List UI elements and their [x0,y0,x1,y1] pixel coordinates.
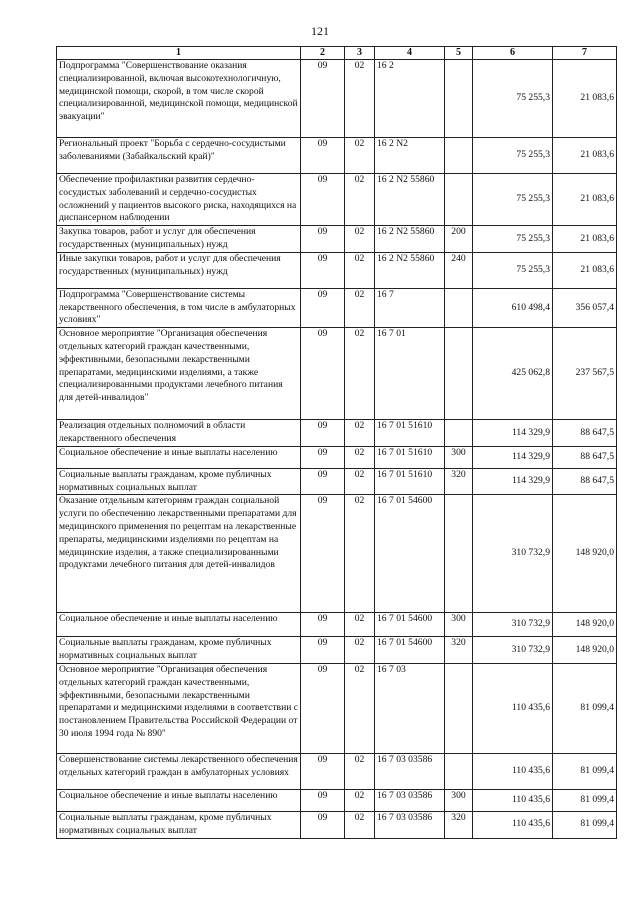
cell-amount-2: 148 920,0 [553,613,617,637]
table-row [57,288,617,327]
table-row [57,446,617,468]
cell-section: 09 [301,174,345,226]
cell-name: Обеспечение профилактики развития сердечно-сосудистых заболеваний и сердечно-сосудистых осложнений у пациентов высокого риска, находящихся на диспансерном наблюдении [57,174,301,226]
cell-subsection: 02 [345,613,375,637]
table-row [57,468,617,495]
cell-section: 09 [301,288,345,327]
cell-amount-2: 21 083,6 [553,60,617,138]
cell-name: Социальное обеспечение и иные выплаты населению [57,613,301,637]
header-cell-7: 7 [553,47,617,60]
table-row [57,226,617,253]
cell-section: 09 [301,420,345,447]
table-row [57,174,617,226]
cell-amount-2: 81 099,4 [553,663,617,753]
cell-amount-2: 356 057,4 [553,288,617,327]
cell-name: Основное мероприятие "Организация обеспечения отдельных категорий граждан качественными, эффективными, безопасными лекарственными препаратами и медицинскими изделиями в соответствии с постановлением Правительства Российской Федерации от 30 июля 1994 года № 890" [57,663,301,753]
cell-amount-1: 110 435,6 [473,811,553,838]
cell-expense-type [445,328,473,420]
cell-subsection: 02 [345,446,375,468]
table-row [57,60,617,138]
cell-amount-1: 75 255,3 [473,226,553,253]
header-cell-1: 1 [57,47,301,60]
cell-subsection: 02 [345,288,375,327]
cell-amount-1: 110 435,6 [473,663,553,753]
cell-expense-type [445,60,473,138]
cell-expense-type: 320 [445,811,473,838]
cell-amount-1: 310 732,9 [473,613,553,637]
cell-section: 09 [301,637,345,664]
cell-expense-type [445,420,473,447]
cell-expense-type: 320 [445,637,473,664]
cell-amount-2: 21 083,6 [553,174,617,226]
cell-amount-2: 148 920,0 [553,637,617,664]
table-row [57,328,617,420]
cell-amount-2: 148 920,0 [553,495,617,613]
cell-name: Реализация отдельных полномочий в области лекарственного обеспечения [57,420,301,447]
cell-name: Совершенствование системы лекарственного обеспечения отдельных категорий граждан в амбулаторных условиях [57,753,301,789]
cell-name: Закупка товаров, работ и услуг для обеспечения государственных (муниципальных) нужд [57,226,301,253]
cell-expense-type [445,174,473,226]
cell-target-article: 16 7 01 51610 [375,468,445,495]
cell-target-article: 16 7 03 03586 [375,789,445,811]
cell-section: 09 [301,226,345,253]
header-cell-6: 6 [473,47,553,60]
cell-amount-1: 110 435,6 [473,789,553,811]
cell-subsection: 02 [345,328,375,420]
table-row [57,811,617,838]
cell-section: 09 [301,753,345,789]
cell-expense-type: 300 [445,613,473,637]
cell-amount-2: 21 083,6 [553,252,617,288]
cell-subsection: 02 [345,420,375,447]
cell-expense-type [445,663,473,753]
table-row [57,252,617,288]
cell-subsection: 02 [345,789,375,811]
cell-section: 09 [301,60,345,138]
cell-section: 09 [301,446,345,468]
cell-subsection: 02 [345,811,375,838]
table-row [57,420,617,447]
cell-amount-2: 21 083,6 [553,138,617,174]
cell-section: 09 [301,663,345,753]
cell-target-article: 16 2 N2 [375,138,445,174]
table-row [57,637,617,664]
cell-target-article: 16 2 [375,60,445,138]
cell-subsection: 02 [345,60,375,138]
cell-amount-1: 114 329,9 [473,468,553,495]
cell-name: Основное мероприятие "Организация обеспечения отдельных категорий граждан качественными, эффективными, безопасными лекарственными препаратами, медицинскими изделиями, а также специализированными продуктами лечебного питания для детей-инвалидов" [57,328,301,420]
cell-subsection: 02 [345,138,375,174]
cell-target-article: 16 2 N2 55860 [375,174,445,226]
cell-expense-type: 300 [445,446,473,468]
cell-name: Региональный проект "Борьба с сердечно-сосудистыми заболеваниями (Забайкальский край)" [57,138,301,174]
cell-amount-1: 75 255,3 [473,252,553,288]
page-number: 121 [311,24,329,38]
cell-name: Социальное обеспечение и иные выплаты населению [57,446,301,468]
cell-target-article: 16 7 [375,288,445,327]
table-row [57,663,617,753]
cell-amount-2: 88 647,5 [553,468,617,495]
cell-name: Социальное обеспечение и иные выплаты населению [57,789,301,811]
cell-section: 09 [301,328,345,420]
cell-subsection: 02 [345,252,375,288]
cell-amount-1: 310 732,9 [473,637,553,664]
cell-name: Иные закупки товаров, работ и услуг для обеспечения государственных (муниципальных) нужд [57,252,301,288]
cell-expense-type: 200 [445,226,473,253]
table-row [57,495,617,613]
cell-section: 09 [301,495,345,613]
cell-subsection: 02 [345,174,375,226]
cell-target-article: 16 7 03 [375,663,445,753]
cell-subsection: 02 [345,753,375,789]
cell-subsection: 02 [345,226,375,253]
cell-amount-2: 21 083,6 [553,226,617,253]
table-row [57,789,617,811]
cell-expense-type: 240 [445,252,473,288]
cell-section: 09 [301,468,345,495]
cell-amount-2: 81 099,4 [553,811,617,838]
cell-section: 09 [301,138,345,174]
cell-section: 09 [301,789,345,811]
cell-name: Социальные выплаты гражданам, кроме публичных нормативных социальных выплат [57,811,301,838]
cell-target-article: 16 7 01 51610 [375,446,445,468]
cell-amount-1: 114 329,9 [473,420,553,447]
cell-expense-type [445,138,473,174]
cell-amount-1: 110 435,6 [473,753,553,789]
cell-amount-2: 81 099,4 [553,753,617,789]
cell-subsection: 02 [345,495,375,613]
table-row [57,753,617,789]
cell-section: 09 [301,811,345,838]
cell-target-article: 16 2 N2 55860 [375,252,445,288]
cell-subsection: 02 [345,468,375,495]
cell-amount-2: 81 099,4 [553,789,617,811]
cell-section: 09 [301,613,345,637]
cell-name: Социальные выплаты гражданам, кроме публичных нормативных социальных выплат [57,637,301,664]
cell-amount-1: 75 255,3 [473,174,553,226]
cell-amount-1: 610 498,4 [473,288,553,327]
cell-amount-2: 237 567,5 [553,328,617,420]
cell-target-article: 16 7 01 54600 [375,613,445,637]
cell-target-article: 16 7 03 03586 [375,753,445,789]
cell-amount-1: 75 255,3 [473,60,553,138]
cell-amount-2: 88 647,5 [553,420,617,447]
cell-expense-type: 300 [445,789,473,811]
cell-target-article: 16 7 01 [375,328,445,420]
budget-table [56,46,617,839]
header-row [57,47,617,60]
cell-target-article: 16 2 N2 55860 [375,226,445,253]
cell-name: Подпрограмма "Совершенствование оказания специализированной, включая высокотехнологичную, медицинской помощи, скорой, в том числе скорой специализированной, медицинской помощи, медицинской эвакуации" [57,60,301,138]
table-row [57,613,617,637]
cell-amount-1: 114 329,9 [473,446,553,468]
table-row [57,138,617,174]
cell-target-article: 16 7 01 54600 [375,637,445,664]
cell-expense-type: 320 [445,468,473,495]
cell-expense-type [445,753,473,789]
cell-amount-1: 425 062,8 [473,328,553,420]
cell-expense-type [445,288,473,327]
cell-target-article: 16 7 01 51610 [375,420,445,447]
cell-name: Социальные выплаты гражданам, кроме публичных нормативных социальных выплат [57,468,301,495]
cell-target-article: 16 7 01 54600 [375,495,445,613]
header-cell-3: 3 [345,47,375,60]
cell-name: Оказание отдельным категориям граждан социальной услуги по обеспечению лекарственными препаратами для медицинского применения по рецептам на лекарственные препараты, медицинскими изделиями по рецептам на медицинские изделия, а также специализированными продуктами лечебного питания для детей-инвалидов [57,495,301,613]
cell-amount-1: 310 732,9 [473,495,553,613]
cell-section: 09 [301,252,345,288]
cell-name: Подпрограмма "Совершенствование системы лекарственного обеспечения, в том числе в амбулаторных условиях" [57,288,301,327]
cell-target-article: 16 7 03 03586 [375,811,445,838]
header-cell-2: 2 [301,47,345,60]
cell-amount-2: 88 647,5 [553,446,617,468]
cell-subsection: 02 [345,663,375,753]
header-cell-4: 4 [375,47,445,60]
cell-expense-type [445,495,473,613]
cell-subsection: 02 [345,637,375,664]
header-cell-5: 5 [445,47,473,60]
cell-amount-1: 75 255,3 [473,138,553,174]
